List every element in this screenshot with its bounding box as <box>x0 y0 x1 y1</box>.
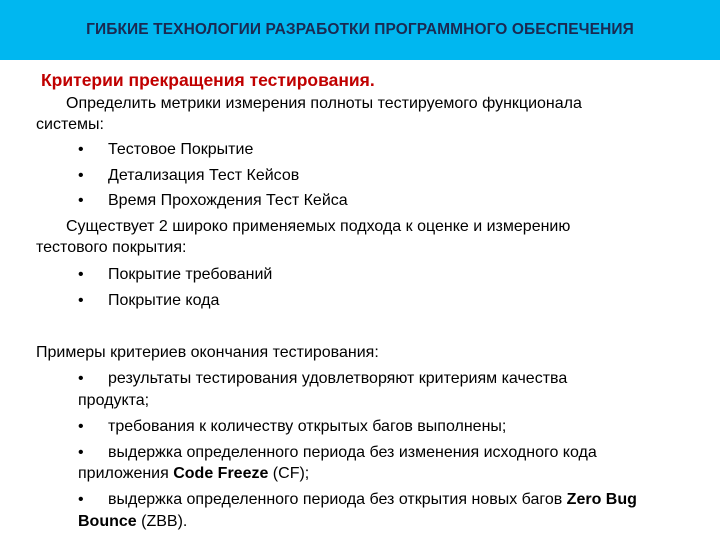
list-item-continuation <box>78 512 187 532</box>
text-run: выдержка определенного периода без открытия новых багов <box>108 491 567 508</box>
list-item-label: Покрытие кода <box>108 292 220 309</box>
text-run: (CF); <box>268 465 310 482</box>
slide-title: ГИБКИЕ ТЕХНОЛОГИИ РАЗРАБОТКИ ПРОГРАММНОГО ОБЕСПЕЧЕНИЯ <box>86 21 634 38</box>
list-item-label: выдержка определенного периода без изменения исходного кода <box>108 444 597 461</box>
list-item-label: Тестовое Покрытие <box>108 141 254 158</box>
coverage-intro-line2: тестового покрытия: <box>36 239 187 256</box>
list-item-label: Время Прохождения Тест Кейса <box>108 192 348 209</box>
criteria-intro: Примеры критериев окончания тестирования: <box>36 344 379 361</box>
bounce-term: Bounce <box>78 513 137 530</box>
list-item-continuation: продукта; <box>78 392 150 409</box>
list-item <box>78 490 637 510</box>
list-item <box>78 369 567 389</box>
bullet-icon: • <box>78 370 84 387</box>
bullet-icon: • <box>78 167 84 184</box>
list-item <box>78 291 219 311</box>
list-item-continuation <box>78 464 309 484</box>
list-item-label: Детализация Тест Кейсов <box>108 167 300 184</box>
bullet-icon: • <box>78 418 84 435</box>
text-run: (ZBB). <box>136 513 188 530</box>
bullet-icon: • <box>78 491 84 508</box>
list-item <box>78 443 597 463</box>
metrics-intro-line2: системы: <box>36 116 104 133</box>
bullet-icon: • <box>78 292 84 309</box>
bullet-icon: • <box>78 266 84 283</box>
section-title: Критерии прекращения тестирования. <box>41 70 375 90</box>
list-item <box>78 417 506 437</box>
list-item <box>78 166 299 186</box>
list-item-label: требования к количеству открытых багов выполнены; <box>108 418 507 435</box>
list-item-label <box>108 490 637 510</box>
coverage-intro-line1: Существует 2 широко применяемых подхода к оценке и измерению <box>66 218 571 235</box>
list-item <box>78 140 253 160</box>
bullet-icon: • <box>78 444 84 461</box>
slide-header <box>0 0 720 60</box>
metrics-intro-line1: Определить метрики измерения полноты тестируемого функционала <box>66 95 582 112</box>
bullet-icon: • <box>78 141 84 158</box>
list-item <box>78 265 272 285</box>
zero-bug-term: Zero Bug <box>566 491 637 508</box>
list-item-label: Покрытие требований <box>108 266 273 283</box>
code-freeze-term: Code Freeze <box>173 465 269 482</box>
list-item-label: результаты тестирования удовлетворяют критериям качества <box>108 370 568 387</box>
text-run: приложения <box>78 465 174 482</box>
bullet-icon: • <box>78 192 84 209</box>
list-item <box>78 191 348 211</box>
